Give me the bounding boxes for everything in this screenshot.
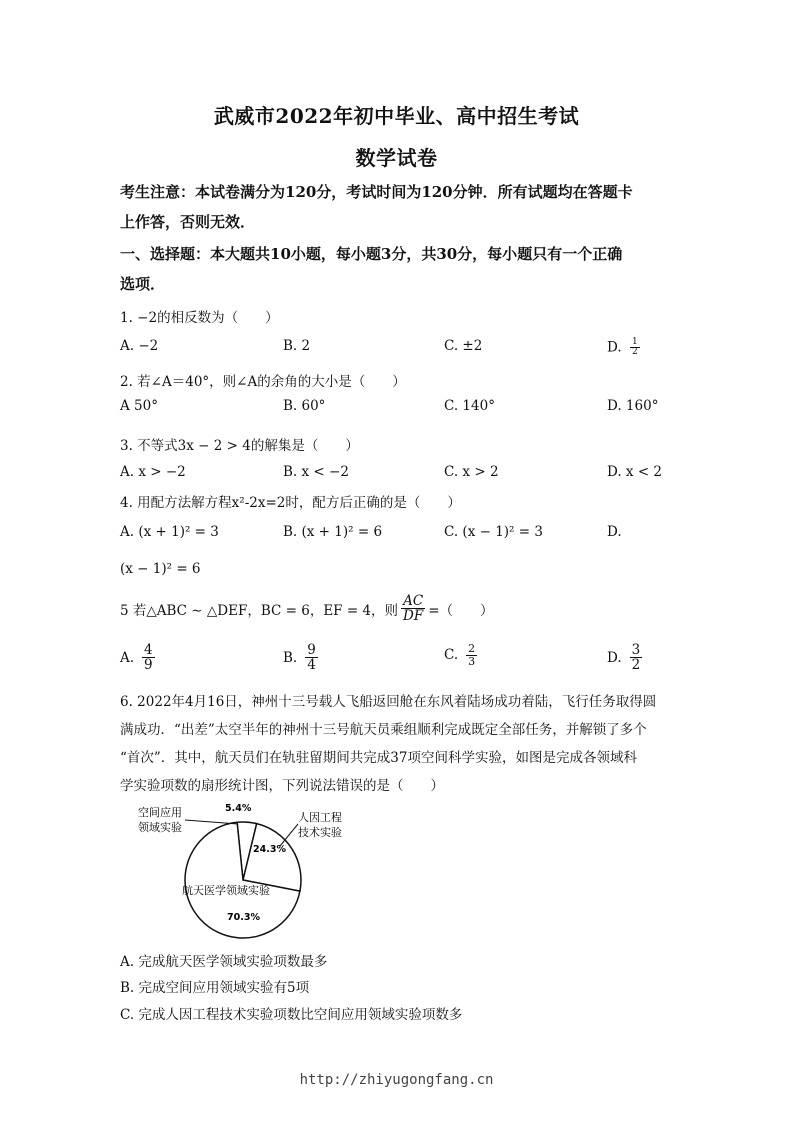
q5-option-c: [444, 643, 477, 667]
q5-option-d: [607, 643, 642, 672]
fraction-denominator: 9: [144, 657, 153, 674]
notice-line-1: 考生注意：本试卷满分为120分，考试时间为120分钟．所有试题均在答题卡: [120, 183, 633, 201]
option-fraction: [630, 643, 643, 672]
label-medical: 航天医学领域实验: [182, 884, 270, 897]
q1-option-c: C. ±2: [444, 338, 483, 354]
question-3-stem: 3. 不等式3x − 2 > 4的解集是（ ）: [120, 438, 359, 454]
q3-option-d: D. x < 2: [607, 464, 663, 480]
section-heading-line-1: 一、选择题：本大题共10小题，每小题3分，共30分，每小题只有一个正确: [120, 245, 623, 263]
q4-option-d-continued: (x − 1)² = 6: [120, 561, 201, 577]
q6-option-c: C. 完成人因工程技术实验项数比空间应用领域实验项数多: [120, 1007, 463, 1023]
q4-option-c: C. (x − 1)² = 3: [444, 524, 543, 540]
option-label: C.: [444, 647, 459, 664]
q6-option-b: B. 完成空间应用领域实验有5项: [120, 980, 310, 996]
option-label: A.: [120, 649, 135, 666]
q2-option-d: D. 160°: [607, 398, 659, 414]
fraction-numerator: 1: [631, 337, 638, 347]
q2-option-a: A 50°: [120, 398, 158, 414]
q5-stem-post: =（ ）: [428, 602, 494, 619]
q5-option-a: [120, 643, 155, 672]
label-human-1: 人因工程: [298, 811, 342, 824]
q3-option-a: A. x > −2: [120, 464, 186, 480]
q1-option-d-fraction: [630, 338, 640, 358]
label-space-app-2: 领域实验: [138, 821, 182, 834]
q5-stem-fraction: [401, 594, 425, 623]
q6-option-a: A. 完成航天医学领域实验项数最多: [120, 954, 328, 970]
label-space-app-1: 空间应用: [138, 806, 182, 819]
leader-line-human: [280, 824, 298, 846]
value-label-human: 24.3%: [253, 844, 286, 855]
question-6-line-4: 学实验项数的扇形统计图，下列说法错误的是（ ）: [120, 778, 444, 794]
q3-option-c: C. x > 2: [444, 464, 499, 480]
exam-subtitle: 数学试卷: [355, 146, 438, 170]
label-human-2: 技术实验: [298, 826, 342, 839]
value-label-space-app: 5.4%: [225, 803, 252, 814]
q1-option-d: [607, 338, 640, 358]
fraction-numerator: 9: [307, 642, 316, 658]
q4-option-a: A. (x + 1)² = 3: [120, 524, 219, 540]
option-fraction: [466, 643, 477, 667]
question-2-stem: 2. 若∠A＝40°，则∠A的余角的大小是（ ）: [120, 374, 406, 390]
fraction-denominator: 2: [631, 657, 641, 674]
q5-option-b: [283, 643, 318, 672]
q4-option-b: B. (x + 1)² = 6: [283, 524, 383, 540]
option-label: B.: [283, 649, 298, 666]
fraction-numerator: 4: [144, 642, 153, 658]
value-label-medical: 70.3%: [227, 912, 260, 923]
q1-option-a: A. −2: [120, 338, 159, 354]
leader-line-space-app: [185, 820, 238, 824]
question-6-line-2: 满成功．“出差”太空半年的神州十三号航天员乘组顺利完成既定全部任务，并解锁了多个: [120, 722, 647, 738]
fraction-denominator: DF: [403, 608, 424, 625]
fraction-denominator: 2: [631, 347, 638, 358]
q1-option-b: B. 2: [283, 338, 311, 354]
question-5-stem: [120, 594, 494, 623]
q4-option-d: D.: [607, 524, 622, 540]
q2-option-b: B. 60°: [283, 398, 326, 414]
exam-title: 武威市2022年初中毕业、高中招生考试: [213, 104, 580, 128]
fraction-numerator: AC: [403, 593, 424, 609]
q3-option-b: B. x < −2: [283, 464, 349, 480]
question-6-line-3: “首次”．其中，航天员们在轨驻留期间共完成37项空间科学实验，如图是完成各领域科: [120, 750, 637, 766]
q1-option-d-label: D.: [607, 339, 622, 356]
notice-line-2: 上作答，否则无效．: [120, 213, 256, 231]
option-label: D.: [607, 649, 622, 666]
fraction-numerator: 2: [468, 642, 476, 655]
question-4-stem: 4. 用配方法解方程x²-2x=2时，配方后正确的是（ ）: [120, 495, 461, 511]
question-1-stem: 1. −2的相反数为（ ）: [120, 310, 279, 326]
fraction-numerator: 3: [631, 642, 641, 658]
fraction-denominator: 3: [468, 654, 476, 668]
pie-chart: [120, 798, 380, 943]
option-fraction: [305, 643, 318, 672]
fraction-denominator: 4: [307, 657, 316, 674]
q2-option-c: C. 140°: [444, 398, 495, 414]
section-heading-line-2: 选项．: [120, 275, 166, 293]
footer-url[interactable]: http://zhiyugongfang.cn: [299, 1072, 494, 1088]
question-6-line-1: 6. 2022年4月16日，神州十三号载人飞船返回舱在东风着陆场成功着陆，飞行任务取得圆: [120, 694, 657, 710]
q5-stem-pre: 5 若△ABC ∼ △DEF，BC = 6，EF = 4，则: [120, 602, 399, 619]
option-fraction: [142, 643, 155, 672]
